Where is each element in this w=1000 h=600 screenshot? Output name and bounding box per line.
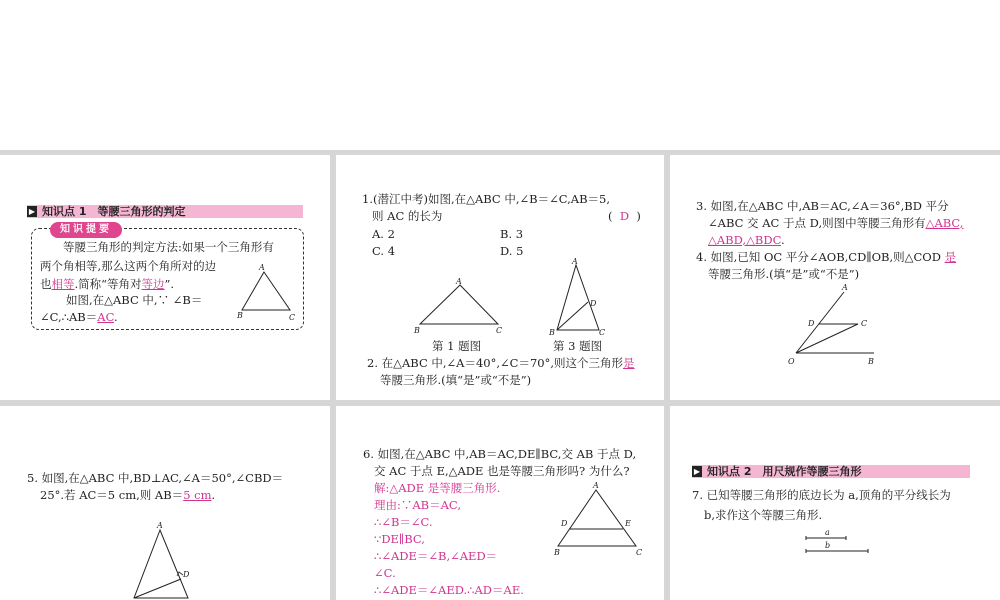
section-header: [692, 465, 970, 478]
panel-questions-1-2: [336, 155, 664, 400]
svg-text:b: b: [825, 541, 831, 550]
option-b: B. 3: [500, 227, 524, 241]
figure-q1: [410, 275, 510, 340]
svg-text:B: B: [549, 328, 555, 337]
answer-blank: △ABD,△BDC: [708, 233, 781, 247]
svg-text:A: A: [842, 283, 848, 292]
question-3-cont: ∠ABC 交 AC 于点 D,则图中等腰三角形有△ABC,: [708, 216, 964, 230]
option-c: C. 4: [372, 244, 396, 258]
play-icon: ▶: [693, 467, 701, 476]
question-5-cont: 25°.若 AC＝5 cm,则 AB＝5 cm.: [40, 488, 216, 502]
question-2: 2. 在△ABC 中,∠A＝40°,∠C＝70°,则这个三角形是: [367, 356, 635, 370]
panel-knowledge-point-2: [670, 406, 1000, 600]
answer-blank: 是: [944, 250, 957, 264]
answer-blank: 是: [623, 356, 635, 370]
svg-text:D: D: [590, 299, 597, 308]
solution-line: ∴∠B＝∠C.: [374, 515, 433, 529]
solution-line: 解:△ADE 是等腰三角形.: [374, 481, 501, 495]
knowledge-badge: 知识提要: [50, 222, 122, 238]
svg-text:A: A: [456, 277, 462, 286]
figure-caption-1: 第 1 题图: [432, 339, 482, 353]
figure-q5: [120, 518, 210, 600]
svg-text:B: B: [237, 311, 243, 320]
section-title: 知识点 1 等腰三角形的判定: [42, 205, 186, 218]
figure-q3: [546, 255, 616, 340]
svg-text:C: C: [496, 326, 503, 335]
svg-text:A: A: [572, 257, 578, 266]
answer-blank: 相等: [51, 277, 75, 291]
svg-text:D: D: [808, 319, 815, 328]
answer-blank: 等边: [141, 277, 165, 291]
svg-text:C: C: [289, 313, 296, 322]
svg-text:B: B: [868, 357, 874, 366]
solution-line: 理由:∵AB＝AC,: [374, 498, 461, 512]
svg-text:C: C: [599, 328, 606, 337]
segments-figure: [800, 526, 875, 556]
svg-text:a: a: [825, 528, 830, 537]
figure-q4: [782, 280, 882, 370]
question-4: 4. 如图,已知 OC 平分∠AOB,CD∥OB,则△COD 是: [696, 250, 957, 264]
solution-line: ∴∠ADE＝∠B,∠AED＝: [374, 549, 498, 563]
text-line: 如图,在△ABC 中,∵ ∠B＝: [66, 293, 203, 307]
option-a: A. 2: [372, 227, 395, 241]
question-7-cont: b,求作这个等腰三角形.: [704, 508, 823, 522]
svg-text:A: A: [259, 263, 265, 272]
svg-text:C: C: [861, 319, 868, 328]
solution-line: ∠C.: [374, 566, 396, 580]
text-line: 两个角相等,那么这两个角所对的边: [40, 259, 217, 273]
svg-text:D: D: [183, 570, 190, 579]
solution-line: ∴∠ADE＝∠AED.∴AD＝AE.: [374, 583, 524, 597]
svg-text:D: D: [561, 519, 568, 528]
panel-question-6: [336, 406, 664, 600]
play-icon: ▶: [28, 207, 36, 216]
figure-q6: [554, 478, 654, 558]
svg-text:A: A: [157, 521, 163, 530]
svg-text:B: B: [414, 326, 420, 335]
section-title: 知识点 2 用尺规作等腰三角形: [707, 465, 862, 478]
solution-line: ∵DE∥BC,: [374, 532, 425, 546]
option-d: D. 5: [500, 244, 524, 258]
figure-caption-3: 第 3 题图: [553, 339, 603, 353]
panel-question-5: [0, 406, 330, 600]
answer-blank: 5 cm: [183, 488, 212, 502]
question-2-cont: 等腰三角形.(填“是”或“不是”): [380, 373, 532, 387]
section-header: [27, 205, 303, 218]
text-line: 也相等.简称“等角对等边”.: [40, 277, 175, 291]
question-1-cont: 则 AC 的长为: [372, 209, 443, 223]
question-3-cont: △ABD,△BDC.: [708, 233, 785, 247]
question-1-answer: ( D ): [608, 209, 641, 223]
triangle-figure: [232, 260, 302, 325]
question-4-cont: 等腰三角形.(填“是”或“不是”): [708, 267, 860, 281]
svg-text:A: A: [593, 481, 599, 490]
question-3: 3. 如图,在△ABC 中,AB＝AC,∠A＝36°,BD 平分: [696, 199, 949, 213]
question-6-cont: 交 AC 于点 E,△ADE 也是等腰三角形吗? 为什么?: [374, 464, 630, 478]
svg-text:O: O: [788, 357, 795, 366]
answer-blank: AC: [97, 310, 114, 324]
question-6: 6. 如图,在△ABC 中,AB＝AC,DE∥BC,交 AB 于点 D,: [363, 447, 637, 461]
panel-questions-3-4: [670, 155, 1000, 400]
svg-text:B: B: [554, 548, 560, 557]
question-1: 1.(潜江中考)如图,在△ABC 中,∠B＝∠C,AB＝5,: [362, 192, 611, 206]
top-blank-area: [0, 0, 1000, 150]
svg-text:C: C: [636, 548, 643, 557]
answer-blank: △ABC,: [925, 216, 964, 230]
text-line: 等腰三角形的判定方法:如果一个三角形有: [63, 240, 274, 254]
text-line: ∠C,∴AB＝AC.: [40, 310, 118, 324]
panel-knowledge-point-1: [0, 155, 330, 400]
question-5: 5. 如图,在△ABC 中,BD⊥AC,∠A＝50°,∠CBD＝: [27, 471, 284, 485]
question-7: 7. 已知等腰三角形的底边长为 a,顶角的平分线长为: [692, 488, 951, 502]
svg-text:E: E: [625, 519, 631, 528]
